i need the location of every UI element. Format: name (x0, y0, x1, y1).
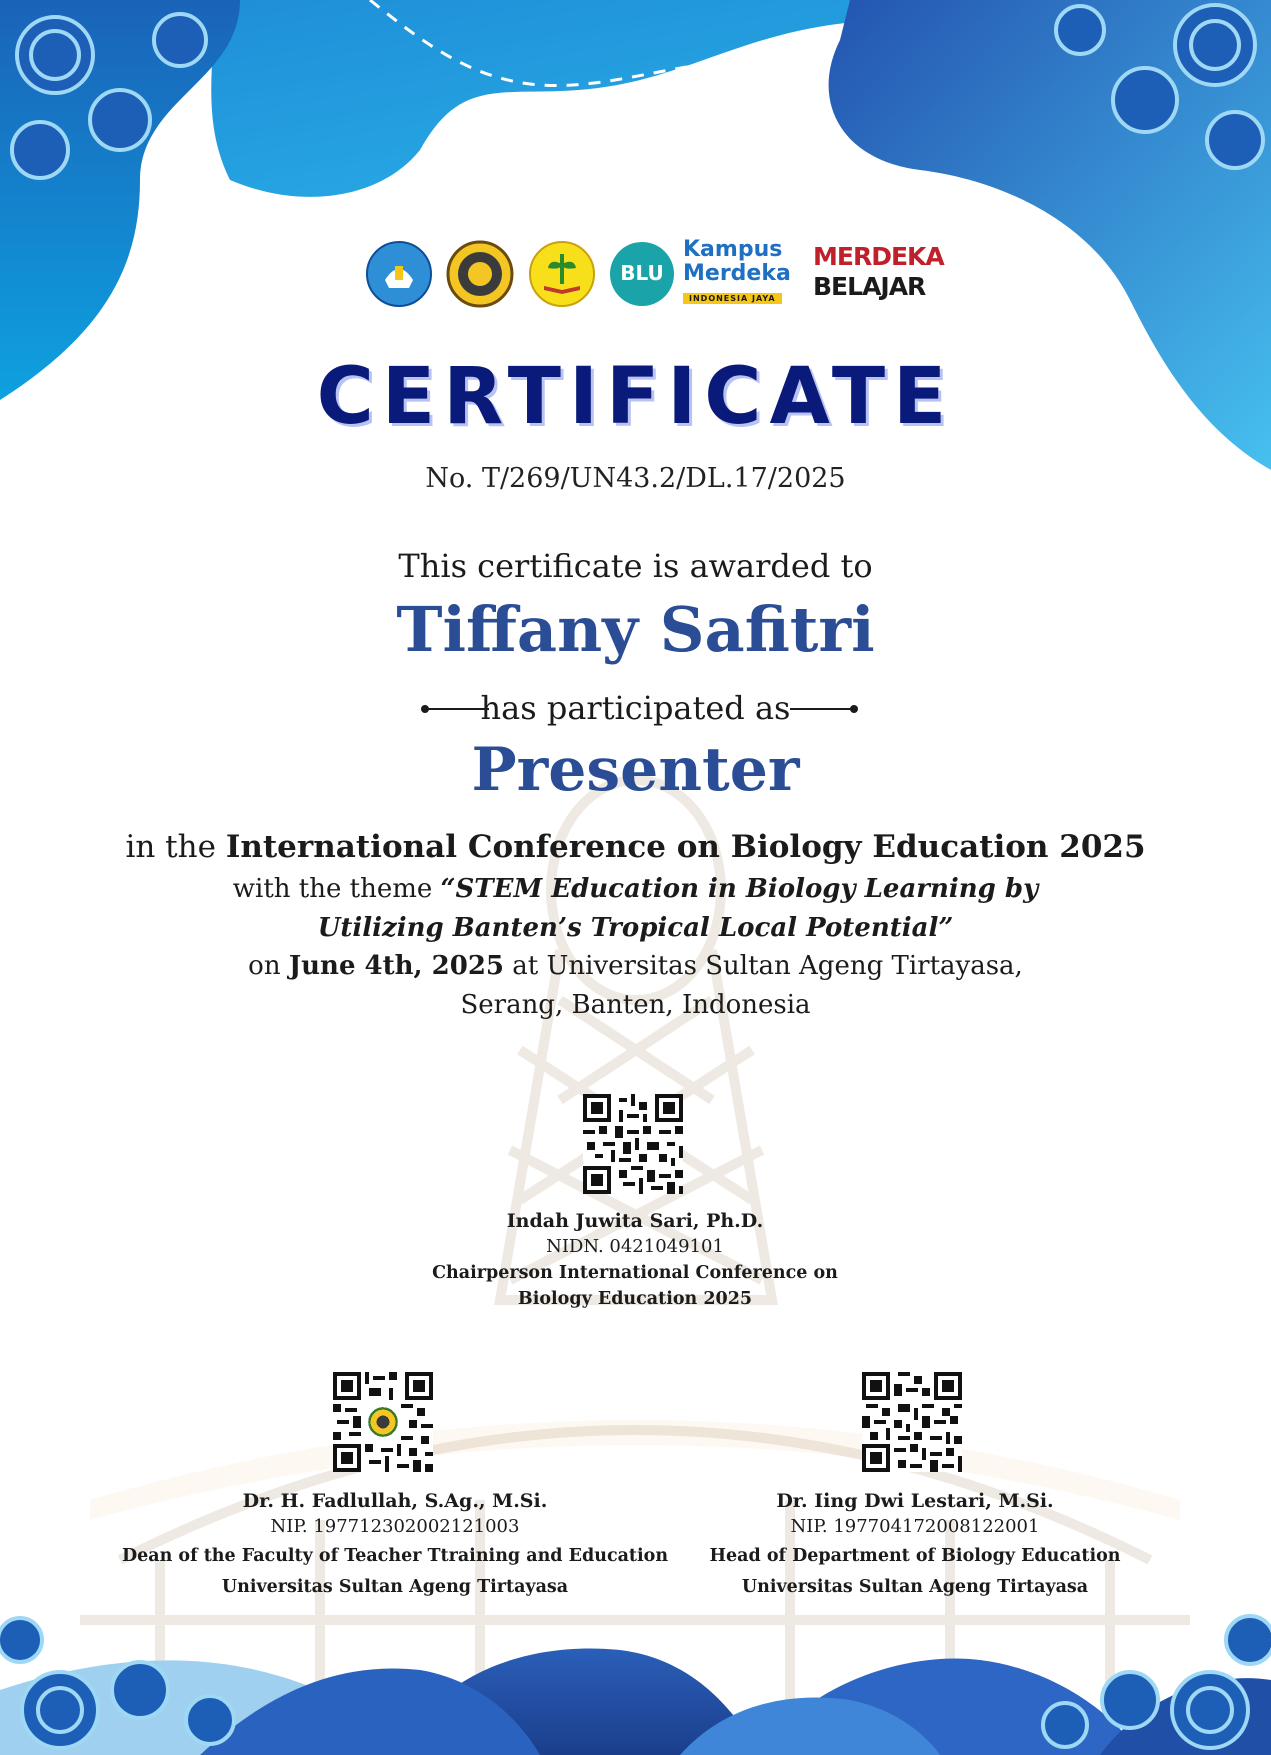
chair-position-line-2: Biology Education 2025 (517, 1289, 753, 1309)
event-date: June 4th, 2025 (288, 951, 505, 981)
date-location-line-2: Serang, Banten, Indonesia (460, 990, 811, 1020)
theme-line-2: Utilizing Banten’s Tropical Local Potential” (317, 913, 954, 943)
dean-name: Dr. H. Fadlullah, S.Ag., M.Si. (242, 1490, 548, 1512)
logo-row (365, 237, 944, 310)
participated-text: has participated as (480, 689, 791, 727)
certificate-title: CERTIFICATE (316, 352, 955, 442)
divider-dot-right (850, 705, 858, 713)
conference-line: in the International Conference on Biology Education 2025 (125, 829, 1146, 865)
tut-wuri-handayani-logo (365, 240, 433, 308)
dean-position-line-1: Dean of the Faculty of Teacher Ttraining and Education (121, 1546, 669, 1566)
signatory-head (665, 1488, 1165, 1600)
merdeka-belajar-logo: MERDEKA BELAJAR (813, 242, 944, 301)
conference-name: International Conference on Biology Education 2025 (225, 829, 1146, 865)
qr-code-head (862, 1372, 962, 1472)
svg-text:BLU: BLU (620, 261, 664, 285)
certificate-number: No. T/269/UN43.2/DL.17/2025 (425, 463, 846, 494)
head-position-line-2: Universitas Sultan Ageng Tirtayasa (741, 1577, 1089, 1597)
chair-position-line-1: Chairperson International Conference on (432, 1263, 838, 1283)
kampus-merdeka-logo: Kampus Merdeka INDONESIA JAYA (683, 237, 791, 303)
head-name: Dr. Iing Dwi Lestari, M.Si. (776, 1490, 1054, 1512)
signatory-dean (95, 1488, 695, 1600)
head-position-line-1: Head of Department of Biology Education (709, 1546, 1121, 1566)
date-location-line-1: on June 4th, 2025 at Universitas Sultan Ageng Tirtayasa, (248, 951, 1023, 981)
head-id: NIP. 197704172008122001 (790, 1516, 1040, 1537)
dean-position-line-2: Universitas Sultan Ageng Tirtayasa (221, 1577, 569, 1597)
blu-speed-logo (608, 240, 676, 308)
recipient-name: Tiffany Safitri (396, 593, 875, 666)
chair-id: NIDN. 0421049101 (546, 1236, 724, 1257)
dean-id: NIP. 197712302002121003 (270, 1516, 520, 1537)
divider-line-right (790, 708, 854, 710)
participant-role: Presenter (471, 735, 800, 805)
theme-line-1: with the theme “STEM Education in Biology Learning by (232, 874, 1039, 904)
chair-name: Indah Juwita Sari, Ph.D. (506, 1210, 764, 1232)
awarded-text: This certificate is awarded to (398, 547, 873, 585)
untirta-logo (445, 240, 515, 308)
signatory-chair (385, 1208, 885, 1312)
qr-code-chair (583, 1094, 683, 1194)
biology-education-logo (528, 240, 596, 308)
qr-code-dean (333, 1372, 433, 1472)
